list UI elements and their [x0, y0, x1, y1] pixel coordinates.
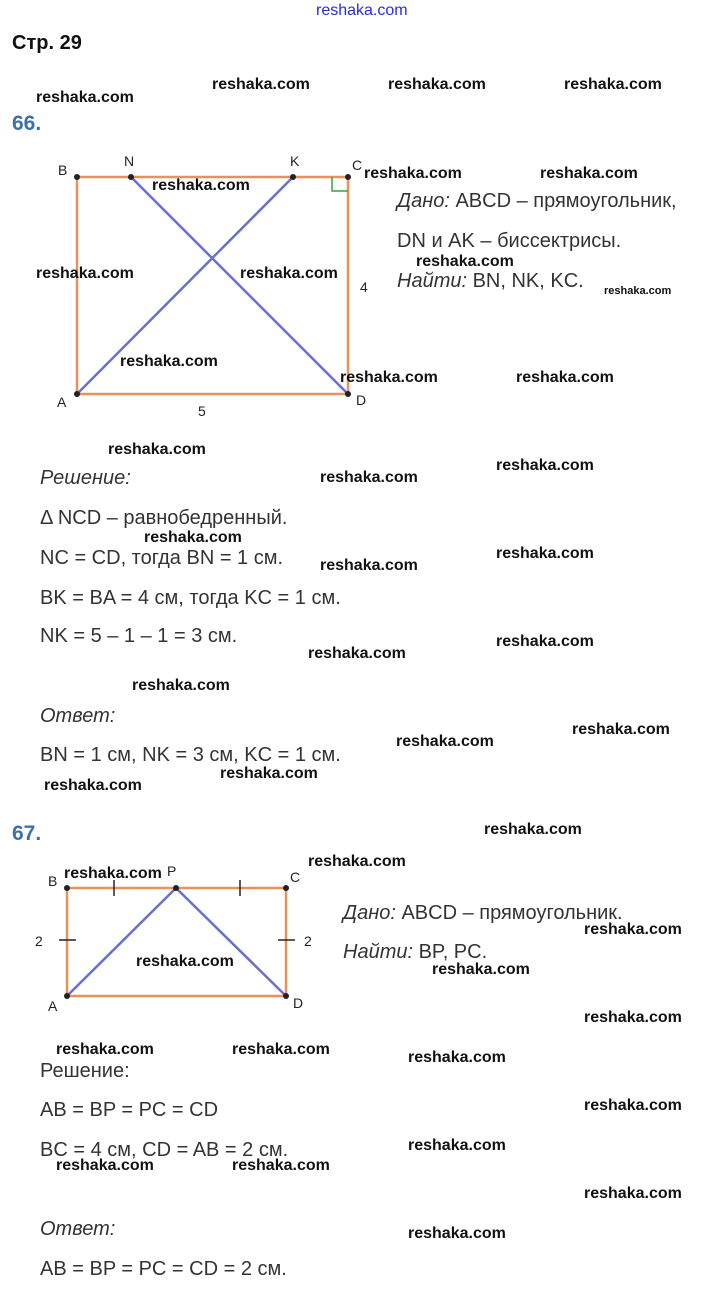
task-66-given: [397, 190, 677, 213]
rectangle-abcd-67: [67, 888, 286, 996]
label-c-67: C: [290, 869, 301, 885]
point-b-66: [74, 174, 80, 180]
label-a-67: A: [48, 998, 58, 1014]
watermark: reshaka.com: [364, 165, 462, 182]
given-label: Дано:: [397, 190, 450, 212]
watermark: reshaka.com: [496, 457, 594, 474]
task-67-number: 67.: [12, 822, 42, 845]
watermark: reshaka.com: [152, 177, 250, 194]
given-text-67: ABCD – прямоугольник.: [395, 902, 623, 924]
label-side-cd: 4: [360, 279, 368, 295]
watermark: reshaka.com: [232, 1157, 330, 1174]
label-side-ad: 5: [198, 403, 206, 419]
watermark: reshaka.com: [496, 545, 594, 562]
find-label: Найти:: [397, 270, 468, 292]
watermark: reshaka.com: [120, 353, 218, 370]
watermark: reshaka.com: [144, 529, 242, 546]
label-k: K: [290, 153, 300, 169]
point-b-67: [64, 885, 70, 891]
task-67-answer: AB = BP = PC = CD = 2 см.: [40, 1258, 287, 1280]
point-a-67: [64, 993, 70, 999]
watermark: reshaka.com: [432, 961, 530, 978]
point-p: [173, 885, 179, 891]
right-angle-mark: [332, 177, 348, 191]
watermark: reshaka.com: [484, 821, 582, 838]
label-side-ab: 2: [35, 933, 43, 949]
watermark: reshaka.com: [132, 677, 230, 694]
watermark: reshaka.com: [408, 1225, 506, 1242]
point-k: [290, 174, 296, 180]
point-d-67: [283, 993, 289, 999]
task-66-find: [397, 270, 584, 293]
watermark: reshaka.com: [320, 469, 418, 486]
page-title: Стр. 29: [12, 32, 82, 54]
find-label-67: Найти:: [343, 941, 414, 963]
watermark: reshaka.com: [44, 777, 142, 794]
watermark: reshaka.com: [64, 865, 162, 882]
watermark: reshaka.com: [240, 265, 338, 282]
label-d-66: D: [356, 392, 367, 408]
watermark: reshaka.com: [136, 953, 234, 970]
task-67-solution-label: Решение:: [40, 1060, 130, 1082]
watermark: reshaka.com: [604, 285, 672, 297]
label-side-cd-67: 2: [304, 933, 312, 949]
given-label-67: Дано:: [343, 902, 396, 924]
task-67-given: [343, 902, 623, 925]
watermark: reshaka.com: [388, 76, 486, 93]
task-66-line-3: BK = BA = 4 см, тогда KC = 1 см.: [40, 587, 341, 609]
watermark: reshaka.com: [584, 1185, 682, 1202]
task-66-line-2: NC = CD, тогда BN = 1 см.: [40, 547, 284, 569]
watermark: reshaka.com: [320, 557, 418, 574]
watermark: reshaka.com: [564, 76, 662, 93]
point-c-67: [283, 885, 289, 891]
segment-ap: [67, 888, 176, 996]
task-66-answer-label: Ответ:: [40, 705, 116, 727]
task-67-line-2: BC = 4 см, CD = AB = 2 см.: [40, 1139, 289, 1161]
watermark: reshaka.com: [108, 441, 206, 458]
watermark: reshaka.com: [540, 165, 638, 182]
label-p: P: [167, 863, 177, 879]
watermark: reshaka.com: [584, 1009, 682, 1026]
watermark: reshaka.com: [572, 721, 670, 738]
watermark: reshaka.com: [36, 265, 134, 282]
watermark: reshaka.com: [36, 89, 134, 106]
label-a-66: A: [57, 394, 67, 410]
given-text: ABCD – прямоугольник,: [449, 190, 677, 212]
watermark: reshaka.com: [56, 1041, 154, 1058]
watermark: reshaka.com: [220, 765, 318, 782]
label-b-67: B: [48, 873, 58, 889]
task-66-answer: BN = 1 см, NK = 3 см, KC = 1 см.: [40, 744, 341, 766]
task-66-line-1: Δ NCD – равнобедренный.: [40, 507, 288, 529]
watermark: reshaka.com: [308, 853, 406, 870]
watermark: reshaka.com: [232, 1041, 330, 1058]
task-66-solution-label: Решение:: [40, 467, 131, 489]
point-c-66: [345, 174, 351, 180]
point-d-66: [345, 391, 351, 397]
watermark: reshaka.com: [416, 253, 514, 270]
task-67-answer-label: Ответ:: [40, 1218, 116, 1240]
task-67-line-1: AB = BP = PC = CD: [40, 1099, 219, 1121]
task-66-given-line2: DN и AK – биссектрисы.: [397, 230, 622, 252]
label-n: N: [124, 153, 135, 169]
find-text: BN, NK, KC.: [467, 270, 584, 292]
find-text-67: BP, PC.: [413, 941, 488, 963]
task-66-number: 66.: [12, 112, 42, 135]
watermark: reshaka.com: [56, 1157, 154, 1174]
watermark: reshaka.com: [408, 1049, 506, 1066]
segment-pd: [176, 888, 286, 996]
watermark: reshaka.com: [584, 921, 682, 938]
watermark: reshaka.com: [396, 733, 494, 750]
site-link[interactable]: reshaka.com: [316, 2, 408, 19]
label-b-66: B: [58, 162, 68, 178]
watermark: reshaka.com: [308, 645, 406, 662]
watermark: reshaka.com: [340, 369, 438, 386]
point-a-66: [74, 391, 80, 397]
watermark: reshaka.com: [496, 633, 594, 650]
watermark: reshaka.com: [516, 369, 614, 386]
point-n: [128, 174, 134, 180]
label-d-67: D: [293, 995, 304, 1011]
watermark: reshaka.com: [408, 1137, 506, 1154]
label-c-66: C: [352, 157, 363, 173]
watermark: reshaka.com: [212, 76, 310, 93]
task-66-line-4: NK = 5 – 1 – 1 = 3 см.: [40, 625, 238, 647]
watermark: reshaka.com: [584, 1097, 682, 1114]
